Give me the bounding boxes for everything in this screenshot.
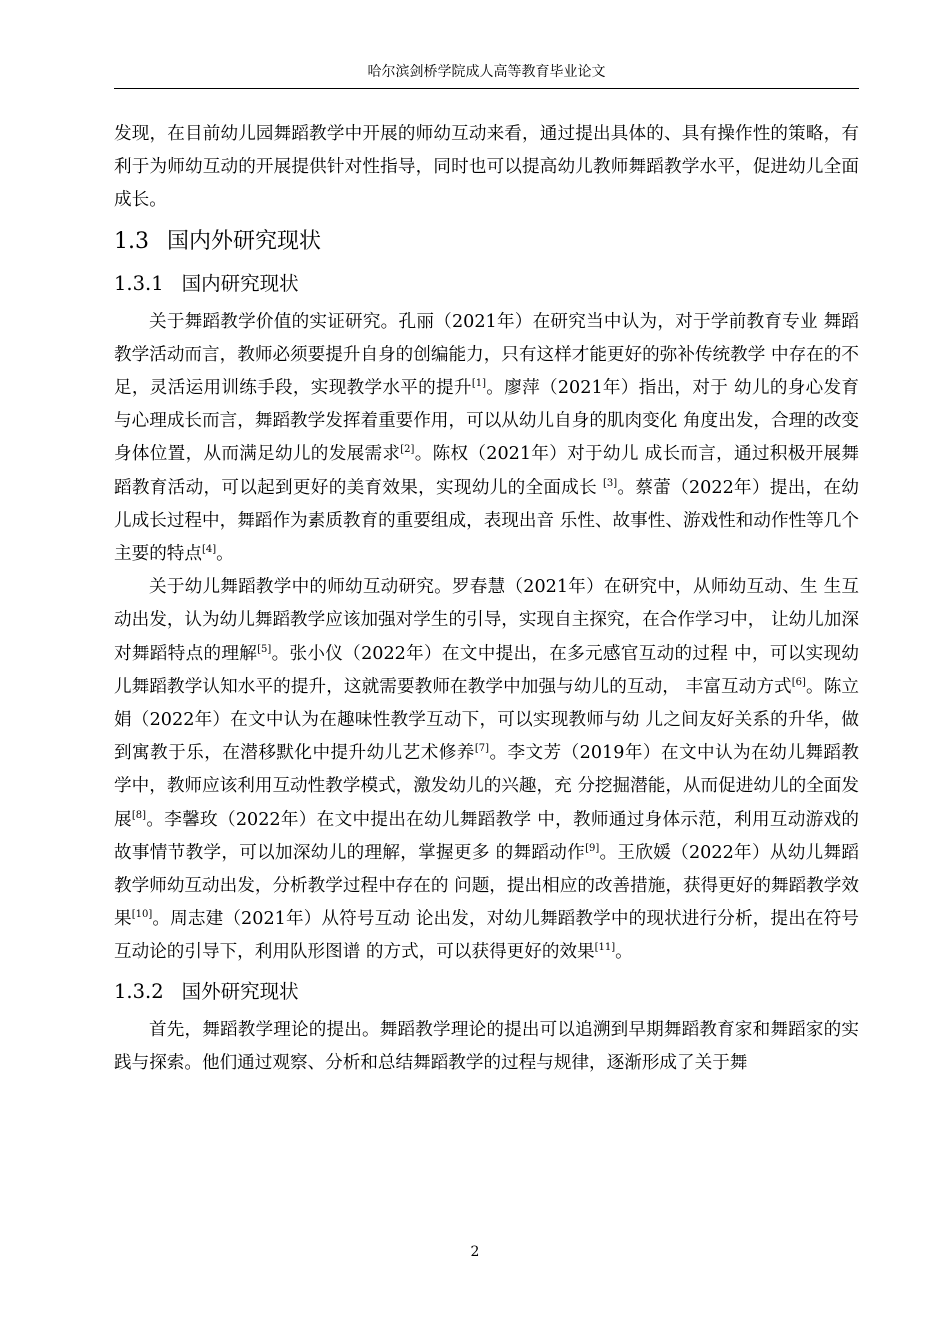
citation-ref: [1] [471, 378, 486, 390]
citation-ref: [8] [131, 809, 147, 821]
section-title: 国内外研究现状 [167, 228, 322, 254]
subsection-heading-domestic [114, 266, 859, 302]
domestic-paragraph-1 [114, 306, 859, 572]
text-run: 。周志建（2021年）从符号互动 论出发，对幼儿舞蹈教学中的现状进行分析，提出在符号互动论的引导下，利用队形图谱 的方式，可以获得更好的效果 [114, 909, 859, 963]
page-body [114, 118, 859, 1080]
citation-ref: [2] [400, 444, 415, 456]
subsection-number: 1.3.1 [114, 271, 164, 295]
text-run: 。 [216, 544, 234, 565]
intro-paragraph: 发现，在目前幼儿园舞蹈教学中开展的师幼互动来看，通过提出具体的、具有操作性的策略，有利于为师幼互动的开展提供针对性指导，同时也可以提高幼儿教师舞蹈教学水平，促进幼儿全面成长。 [114, 124, 859, 211]
running-header: 哈尔滨剑桥学院成人高等教育毕业论文 [114, 62, 859, 89]
text-run: 。蔡蕾（2022年）提出，在幼儿成长过程中，舞蹈作为素质教育的重要组成，表现出音 乐性、故事性、游戏性和动作性等几个主要的特点 [114, 477, 859, 565]
text-run: 关于舞蹈教学价值的实证研究。孔丽（2021年）在研究当中认为，对于学前教育专业 舞蹈教学活动而言，教师必须要提升自身的创编能力，只有这样才能更好的弥补传统教学 中存在的不足，灵活运用训练手段，实现教学水平的提升 [114, 311, 859, 399]
text-run: 。陈立娟（2022年）在文中认为在趣味性教学互动下，可以实现教师与幼 儿之间友好关系的升华，做到寓教于乐，在潜移默化中提升幼儿艺术修养 [114, 676, 859, 764]
citation-ref: [11] [594, 942, 616, 954]
section-number: 1.3 [114, 228, 149, 254]
text-run: 。张小仪（2022年）在文中提出，在多元感官互动的过程 中，可以实现幼儿舞蹈教学认知水平的提升，这就需要教师在教学中加强与幼儿的互动， 丰富互动方式 [114, 643, 859, 697]
citation-ref: [4] [201, 544, 217, 556]
citation-ref: [3] [602, 477, 618, 489]
text-run: 。李文芳（2019年）在文中认为在幼儿舞蹈教学中，教师应该利用互动性教学模式，激发幼儿的兴趣，充 分挖掘潜能，从而促进幼儿的全面发展 [114, 743, 859, 830]
citation-ref: [9] [585, 842, 600, 854]
page-number: 2 [470, 1244, 480, 1260]
citation-ref: [7] [474, 743, 490, 755]
subsection-title: 国内研究现状 [181, 271, 299, 295]
text-run: 。王欣媛（2022年）从幼儿舞蹈教学师幼互动出发，分析教学过程中存在的 问题，提出相应的改善措施，获得更好的舞蹈教学效果 [114, 842, 859, 930]
domestic-paragraph-2 [114, 571, 859, 969]
subsection-heading-foreign [114, 974, 859, 1010]
section-heading [114, 222, 859, 262]
text-run: 关于幼儿舞蹈教学中的师幼互动研究。罗春慧（2021年）在研究中，从师幼互动、生 生互动出发，认为幼儿舞蹈教学应该加强对学生的引导，实现自主探究，在合作学习中， 让幼儿加深对舞蹈特点的理解 [114, 577, 859, 664]
foreign-paragraph-1: 首先，舞蹈教学理论的提出。舞蹈教学理论的提出可以追溯到早期舞蹈教育家和舞蹈家的实践与探索。他们通过观察、分析和总结舞蹈教学的过程与规律，逐渐形成了关于舞 [114, 1019, 859, 1073]
text-run: 。廖萍（2021年）指出，对于 幼儿的身心发育与心理成长而言，舞蹈教学发挥着重要作用，可以从幼儿自身的肌肉变化 角度出发，合理的改变身体位置，从而满足幼儿的发展需求 [114, 378, 859, 465]
text-run: 。陈权（2021年）对于幼儿 成长而言，通过积极开展舞蹈教育活动，可以起到更好的美育效果，实现幼儿的全面成长 [114, 444, 859, 498]
text-run: 。李馨玫（2022年）在文中提出在幼儿舞蹈教学 中，教师通过身体示范，利用互动游戏的故事情节教学，可以加深幼儿的理解，掌握更多 的舞蹈动作 [114, 809, 859, 863]
subsection-number: 1.3.2 [114, 979, 164, 1003]
subsection-title: 国外研究现状 [181, 979, 299, 1003]
text-run: 。 [615, 942, 633, 963]
citation-ref: [5] [257, 643, 272, 655]
citation-ref: [10] [131, 909, 153, 921]
citation-ref: [6] [791, 676, 806, 688]
